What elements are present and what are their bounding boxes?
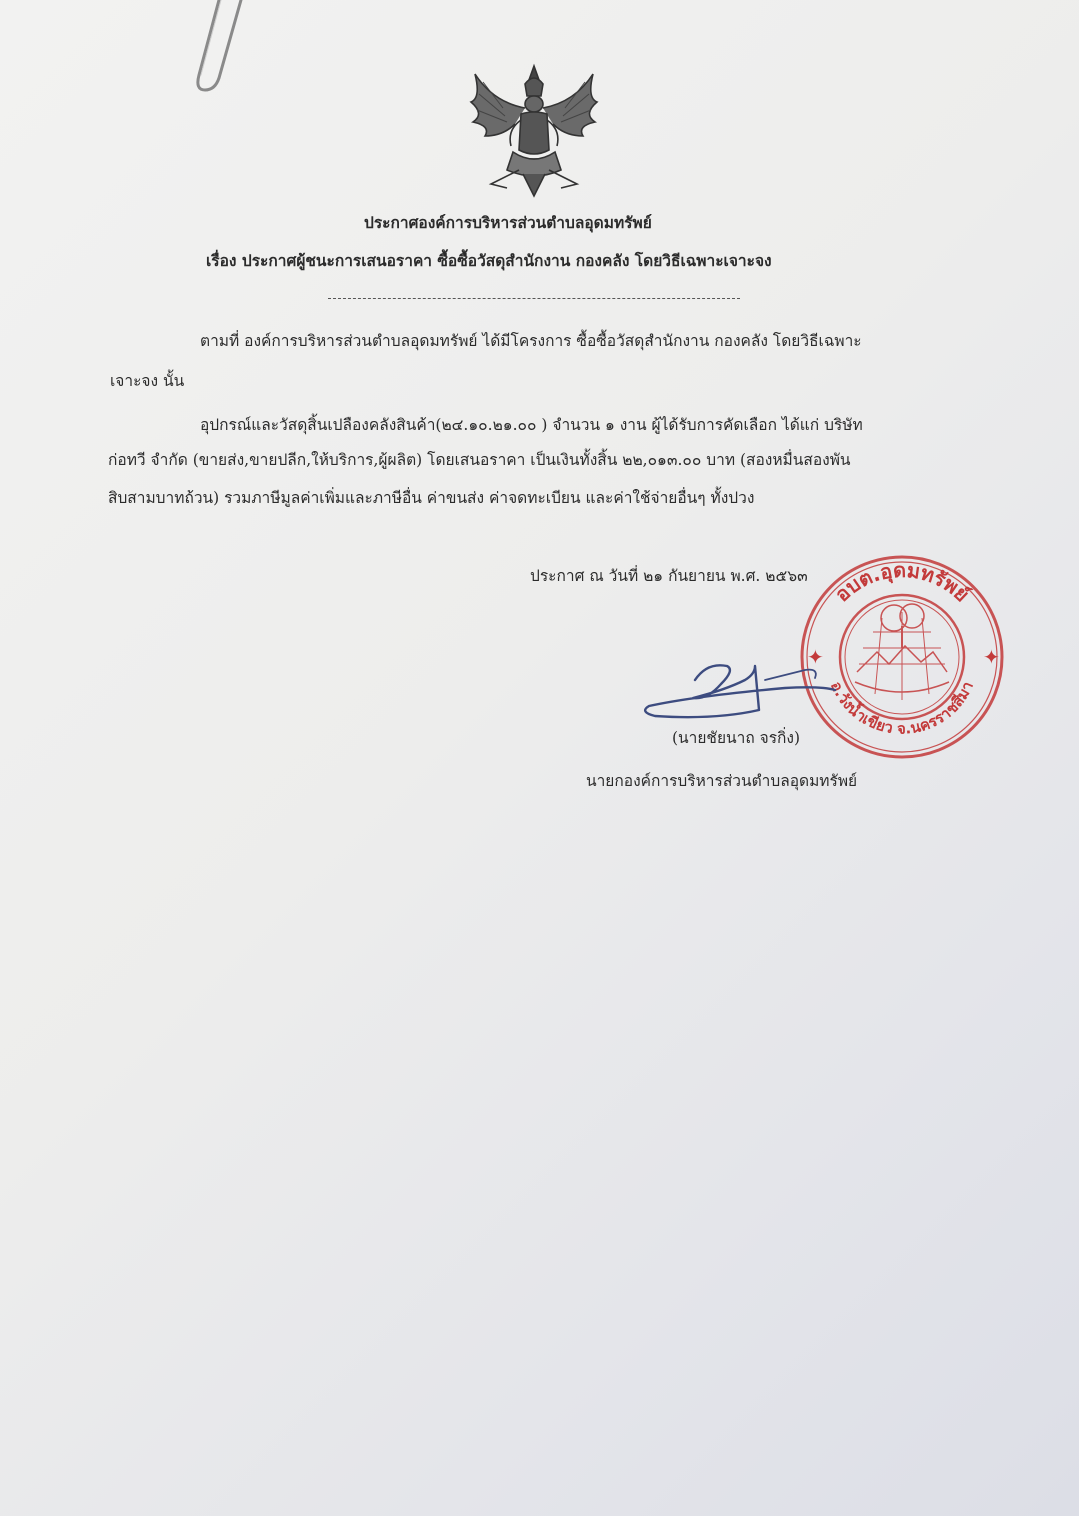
handwritten-signature: [635, 640, 840, 735]
seal-star-icon: ✦: [983, 645, 1000, 669]
paragraph-2-line-3: สิบสามบาทถ้วน) รวมภาษีมูลค่าเพิ่มและภาษีอื่น ค่าขนส่ง ค่าจดทะเบียน และค่าใช้จ่ายอื่นๆ ทั้งปวง: [108, 489, 755, 507]
seal-star-icon: ✦: [807, 645, 824, 669]
signer-position: นายกองค์การบริหารส่วนตำบลอุดมทรัพย์: [586, 772, 858, 790]
signer-name: (นายชัยนาถ จรกิ่ง): [672, 729, 801, 747]
divider-line: [328, 298, 740, 299]
paragraph-2-line-2: ก่อทวี จำกัด (ขายส่ง,ขายปลีก,ให้บริการ,ผู้ผลิต) โดยเสนอราคา เป็นเงินทั้งสิ้น ๒๒,๐๑๓.๐๐ บาท (สองหมื่นสองพัน: [108, 451, 851, 469]
paragraph-2-line-1: อุปกรณ์และวัสดุสิ้นเปลืองคลังสินค้า(๒๔.๑๐.๒๑.๐๐ ) จำนวน ๑ งาน ผู้ได้รับการคัดเลือก ได้แก่ บริษัท: [200, 416, 863, 434]
seal-text-top: อบต.อุดมทรัพย์: [829, 557, 975, 607]
paragraph-1-line-2: เจาะจง นั้น: [110, 372, 185, 390]
seal-text-bottom: อ.วังน้ำเขียว จ.นครราชสีมา: [827, 678, 977, 738]
garuda-emblem-icon: [463, 62, 605, 200]
paperclip-icon: [185, 0, 255, 105]
document-title: ประกาศองค์การบริหารส่วนตำบลอุดมทรัพย์: [364, 213, 652, 232]
announce-date: ประกาศ ณ วันที่ ๒๑ กันยายน พ.ศ. ๒๕๖๓: [530, 567, 808, 585]
paragraph-1-line-1: ตามที่ องค์การบริหารส่วนตำบลอุดมทรัพย์ ได้มีโครงการ ซื้อซื้อวัสดุสำนักงาน กองคลัง โดยวิธีเฉพาะ: [200, 332, 862, 350]
document-subject: เรื่อง ประกาศผู้ชนะการเสนอราคา ซื้อซื้อวัสดุสำนักงาน กองคลัง โดยวิธีเฉพาะเจาะจง: [206, 251, 772, 270]
